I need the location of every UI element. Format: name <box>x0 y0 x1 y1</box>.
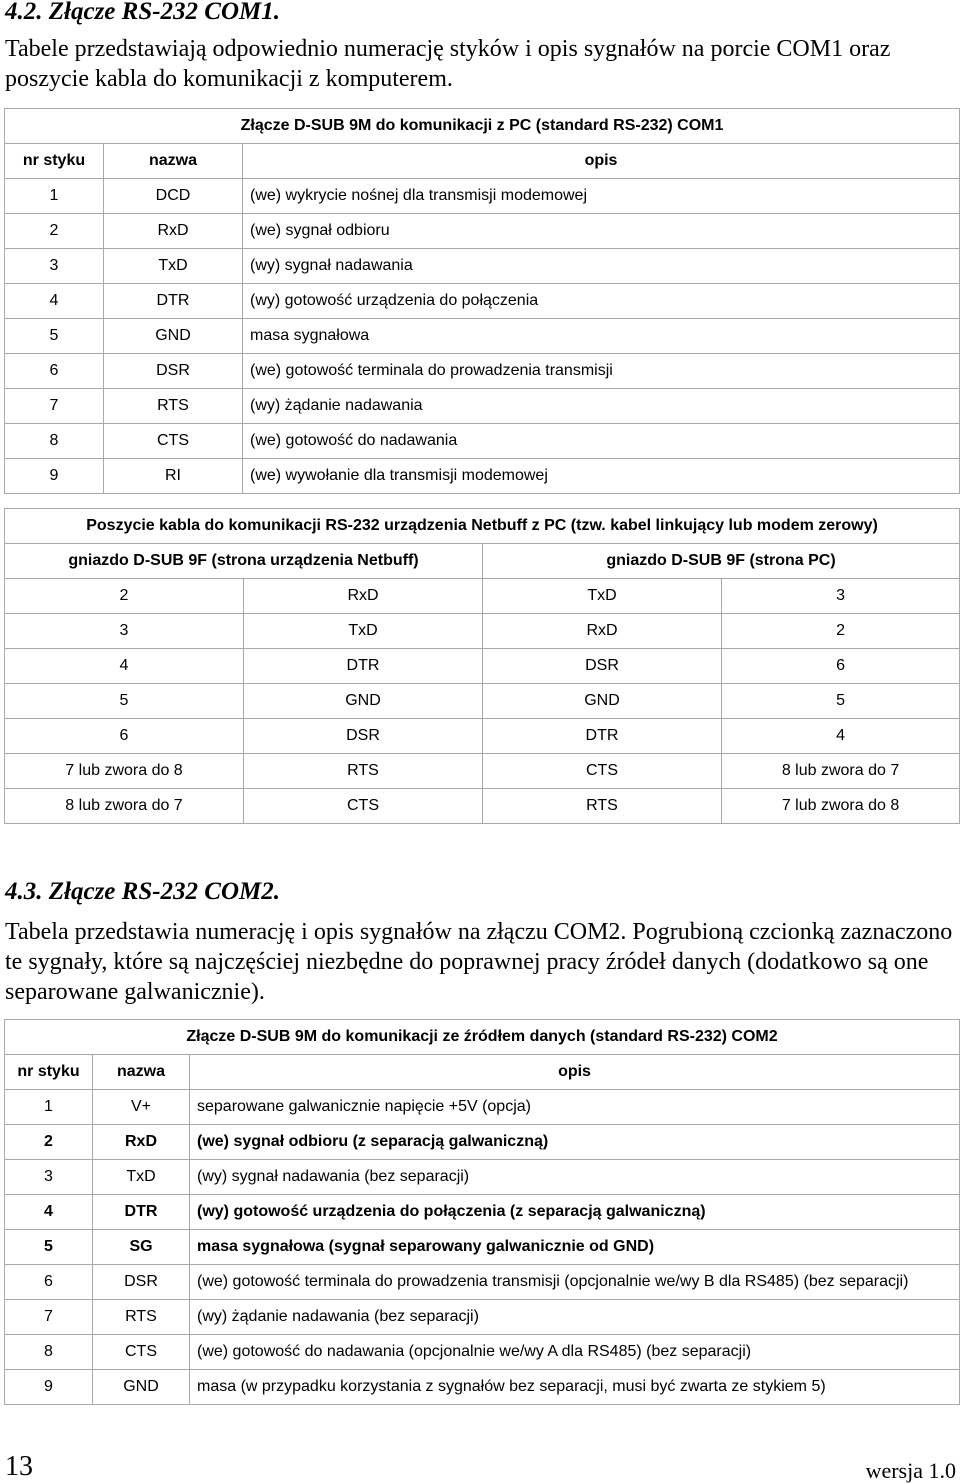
signal-description: (we) gotowość terminala do prowadzenia transmisji <box>243 354 960 389</box>
cable-wiring-table <box>4 508 960 824</box>
table-row <box>5 1265 960 1300</box>
pin-number: 1 <box>5 179 104 214</box>
document-version: wersja 1.0 <box>865 1458 956 1483</box>
signal-name: RTS <box>93 1300 190 1335</box>
section-heading-com2: 4.3. Złącze RS-232 COM2. <box>5 878 280 905</box>
com1-pinout-table <box>4 108 960 494</box>
signal-description: (we) wykrycie nośnej dla transmisji modemowej <box>243 179 960 214</box>
pin-number: 6 <box>5 354 104 389</box>
pc-signal: RTS <box>483 789 722 824</box>
column-header: gniazdo D-SUB 9F (strona PC) <box>483 544 960 579</box>
column-header: nazwa <box>93 1055 190 1090</box>
device-pin: 5 <box>5 684 244 719</box>
signal-name: DSR <box>93 1265 190 1300</box>
signal-description: (wy) gotowość urządzenia do połączenia (z separacją galwaniczną) <box>190 1195 960 1230</box>
table-row <box>5 579 960 614</box>
table-title-row <box>5 1020 960 1055</box>
column-header: opis <box>190 1055 960 1090</box>
pc-signal: CTS <box>483 754 722 789</box>
pin-number: 5 <box>5 319 104 354</box>
device-signal: GND <box>244 684 483 719</box>
signal-description: (wy) żądanie nadawania (bez separacji) <box>190 1300 960 1335</box>
signal-description: (we) sygnał odbioru (z separacją galwaniczną) <box>190 1125 960 1160</box>
pc-pin: 5 <box>722 684 960 719</box>
table-row <box>5 179 960 214</box>
pin-number: 4 <box>5 284 104 319</box>
device-pin: 3 <box>5 614 244 649</box>
pin-number: 9 <box>5 459 104 494</box>
table-row <box>5 719 960 754</box>
page-number: 13 <box>5 1451 33 1482</box>
signal-name: TxD <box>104 249 243 284</box>
table-row <box>5 1230 960 1265</box>
device-pin: 6 <box>5 719 244 754</box>
pin-number: 2 <box>5 1125 93 1160</box>
device-signal: DTR <box>244 649 483 684</box>
pc-signal: GND <box>483 684 722 719</box>
signal-name: TxD <box>93 1160 190 1195</box>
device-signal: DSR <box>244 719 483 754</box>
table-row <box>5 684 960 719</box>
table-row <box>5 789 960 824</box>
table-header-row <box>5 144 960 179</box>
table-row <box>5 389 960 424</box>
device-signal: RTS <box>244 754 483 789</box>
signal-name: CTS <box>93 1335 190 1370</box>
signal-name: DSR <box>104 354 243 389</box>
table-row <box>5 459 960 494</box>
table-row <box>5 1195 960 1230</box>
table-row <box>5 354 960 389</box>
device-signal: RxD <box>244 579 483 614</box>
com2-pinout-table <box>4 1019 960 1405</box>
device-pin: 7 lub zwora do 8 <box>5 754 244 789</box>
device-signal: CTS <box>244 789 483 824</box>
table-title: Poszycie kabla do komunikacji RS-232 urządzenia Netbuff z PC (tzw. kabel linkujący lub modem zerowy) <box>5 509 960 544</box>
pc-signal: DTR <box>483 719 722 754</box>
table-row <box>5 249 960 284</box>
section-heading-com1: 4.2. Złącze RS-232 COM1. <box>5 0 280 25</box>
pc-pin: 6 <box>722 649 960 684</box>
table-row <box>5 1160 960 1195</box>
signal-name: RxD <box>93 1125 190 1160</box>
table-header-row <box>5 1055 960 1090</box>
signal-name: V+ <box>93 1090 190 1125</box>
pin-number: 7 <box>5 1300 93 1335</box>
pin-number: 8 <box>5 1335 93 1370</box>
pin-number: 9 <box>5 1370 93 1405</box>
signal-name: CTS <box>104 424 243 459</box>
signal-description: separowane galwanicznie napięcie +5V (opcja) <box>190 1090 960 1125</box>
pc-signal: RxD <box>483 614 722 649</box>
table-row <box>5 1335 960 1370</box>
pin-number: 2 <box>5 214 104 249</box>
signal-description: (wy) żądanie nadawania <box>243 389 960 424</box>
device-pin: 8 lub zwora do 7 <box>5 789 244 824</box>
signal-description: masa (w przypadku korzystania z sygnałów bez separacji, musi być zwarta ze stykiem 5) <box>190 1370 960 1405</box>
pc-pin: 8 lub zwora do 7 <box>722 754 960 789</box>
column-header: opis <box>243 144 960 179</box>
signal-description: (we) wywołanie dla transmisji modemowej <box>243 459 960 494</box>
signal-name: RxD <box>104 214 243 249</box>
signal-name: RTS <box>104 389 243 424</box>
table-title-row <box>5 509 960 544</box>
table-row <box>5 1370 960 1405</box>
pin-number: 6 <box>5 1265 93 1300</box>
signal-description: (we) gotowość do nadawania <box>243 424 960 459</box>
table-row <box>5 319 960 354</box>
table-title: Złącze D-SUB 9M do komunikacji z PC (standard RS-232) COM1 <box>5 109 960 144</box>
pin-number: 7 <box>5 389 104 424</box>
pc-pin: 4 <box>722 719 960 754</box>
signal-name: DCD <box>104 179 243 214</box>
table-row <box>5 1090 960 1125</box>
table-row <box>5 284 960 319</box>
table-row <box>5 614 960 649</box>
signal-name: DTR <box>104 284 243 319</box>
table-title-row <box>5 109 960 144</box>
signal-description: (wy) sygnał nadawania (bez separacji) <box>190 1160 960 1195</box>
column-header: nr styku <box>5 144 104 179</box>
table-row <box>5 214 960 249</box>
signal-description: masa sygnałowa (sygnał separowany galwanicznie od GND) <box>190 1230 960 1265</box>
pc-pin: 3 <box>722 579 960 614</box>
section-paragraph-com2: Tabela przedstawia numerację i opis sygnałów na złączu COM2. Pogrubioną czcionką zaznaczono te sygnały, które są najczęściej niezbędne do poprawnej pracy źródeł danych (dodatkowo są one separowane galwanicznie). <box>5 919 953 1005</box>
column-header: nr styku <box>5 1055 93 1090</box>
table-row <box>5 1300 960 1335</box>
pin-number: 8 <box>5 424 104 459</box>
device-signal: TxD <box>244 614 483 649</box>
section-paragraph-com1: Tabele przedstawiają odpowiednio numerację styków i opis sygnałów na porcie COM1 oraz poszycie kabla do komunikacji z komputerem. <box>5 36 891 92</box>
signal-description: (wy) gotowość urządzenia do połączenia <box>243 284 960 319</box>
table-row <box>5 649 960 684</box>
device-pin: 4 <box>5 649 244 684</box>
table-row <box>5 754 960 789</box>
column-header: gniazdo D-SUB 9F (strona urządzenia Netbuff) <box>5 544 483 579</box>
signal-name: GND <box>93 1370 190 1405</box>
table-row <box>5 424 960 459</box>
signal-description: masa sygnałowa <box>243 319 960 354</box>
column-header: nazwa <box>104 144 243 179</box>
pc-pin: 2 <box>722 614 960 649</box>
table-title: Złącze D-SUB 9M do komunikacji ze źródłem danych (standard RS-232) COM2 <box>5 1020 960 1055</box>
signal-description: (we) gotowość do nadawania (opcjonalnie we/wy A dla RS485) (bez separacji) <box>190 1335 960 1370</box>
pc-pin: 7 lub zwora do 8 <box>722 789 960 824</box>
signal-description: (we) sygnał odbioru <box>243 214 960 249</box>
device-pin: 2 <box>5 579 244 614</box>
pc-signal: DSR <box>483 649 722 684</box>
signal-name: SG <box>93 1230 190 1265</box>
pin-number: 4 <box>5 1195 93 1230</box>
pin-number: 1 <box>5 1090 93 1125</box>
pin-number: 3 <box>5 249 104 284</box>
pin-number: 5 <box>5 1230 93 1265</box>
signal-name: RI <box>104 459 243 494</box>
signal-description: (we) gotowość terminala do prowadzenia transmisji (opcjonalnie we/wy B dla RS485) (bez separacji) <box>190 1265 960 1300</box>
table-row <box>5 1125 960 1160</box>
signal-description: (wy) sygnał nadawania <box>243 249 960 284</box>
signal-name: DTR <box>93 1195 190 1230</box>
signal-name: GND <box>104 319 243 354</box>
table-header-row <box>5 544 960 579</box>
pc-signal: TxD <box>483 579 722 614</box>
pin-number: 3 <box>5 1160 93 1195</box>
